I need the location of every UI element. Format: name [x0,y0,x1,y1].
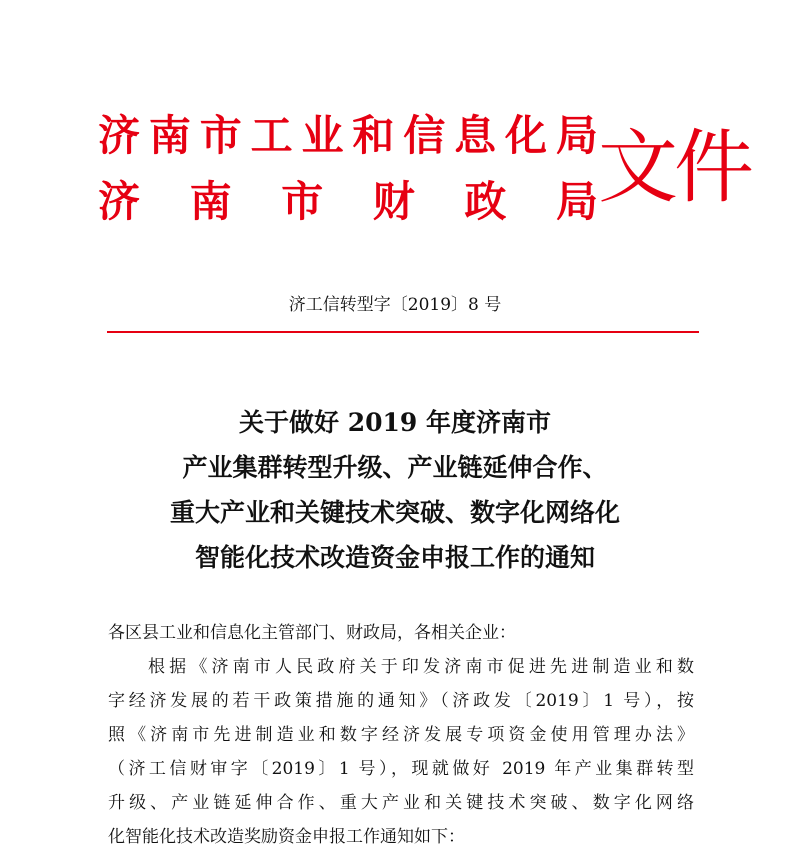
issuer-char: 业 [301,111,344,160]
title-line: 关于做好 2019 年度济南市 [239,408,551,437]
body-line: 照《济南市先进制造业和数字经济发展专项资金使用管理办法》 [108,725,694,745]
red-divider [107,331,699,333]
issuer-char: 化 [505,111,548,160]
issuer-char: 信 [403,111,446,160]
body-line: 字经济发展的若干政策措施的通知》（济政发〔2019〕1 号），按 [108,691,694,711]
document-body [108,616,694,854]
issuer-char: 财 [372,177,415,226]
issuer-char: 市 [199,111,242,160]
issuer-line-finance-bureau [98,177,598,227]
title-line: 重大产业和关键技术突破、数字化网络化 [169,498,620,527]
issuer-char: 南 [189,177,232,226]
issuer-char: 工 [250,111,293,160]
issuer-char: 政 [464,177,507,226]
issuer-char: 和 [352,111,395,160]
issuer-char: 局 [555,177,598,226]
issuer-char: 南 [148,111,191,160]
issuer-line-industry-bureau [98,111,598,161]
body-line: 化智能化技术改造奖励资金申报工作通知如下： [108,827,465,847]
title-line: 产业集群转型升级、产业链延伸合作、 [182,453,608,482]
body-line: 升级、产业链延伸合作、重大产业和关键技术突破、数字化网络 [108,793,694,813]
title-line: 智能化技术改造资金申报工作的通知 [194,543,595,572]
issuer-char: 息 [454,111,497,160]
body-line: （济工信财审字〔2019〕1 号），现就做好 2019 年产业集群转型 [108,759,694,779]
issuer-char: 济 [98,177,141,226]
salutation: 各区县工业和信息化主管部门、财政局，各相关企业： [108,623,516,643]
issuer-char: 济 [98,111,141,160]
document-number: 济工信转型字〔2019〕8 号 [288,295,502,315]
issuer-char: 市 [281,177,324,226]
document-type-word: 文件 [598,121,750,214]
issuer-char: 局 [555,111,598,160]
body-line: 根据《济南市人民政府关于印发济南市促进先进制造业和数 [148,657,694,677]
document-title [0,400,790,580]
issuing-authorities [98,111,598,243]
